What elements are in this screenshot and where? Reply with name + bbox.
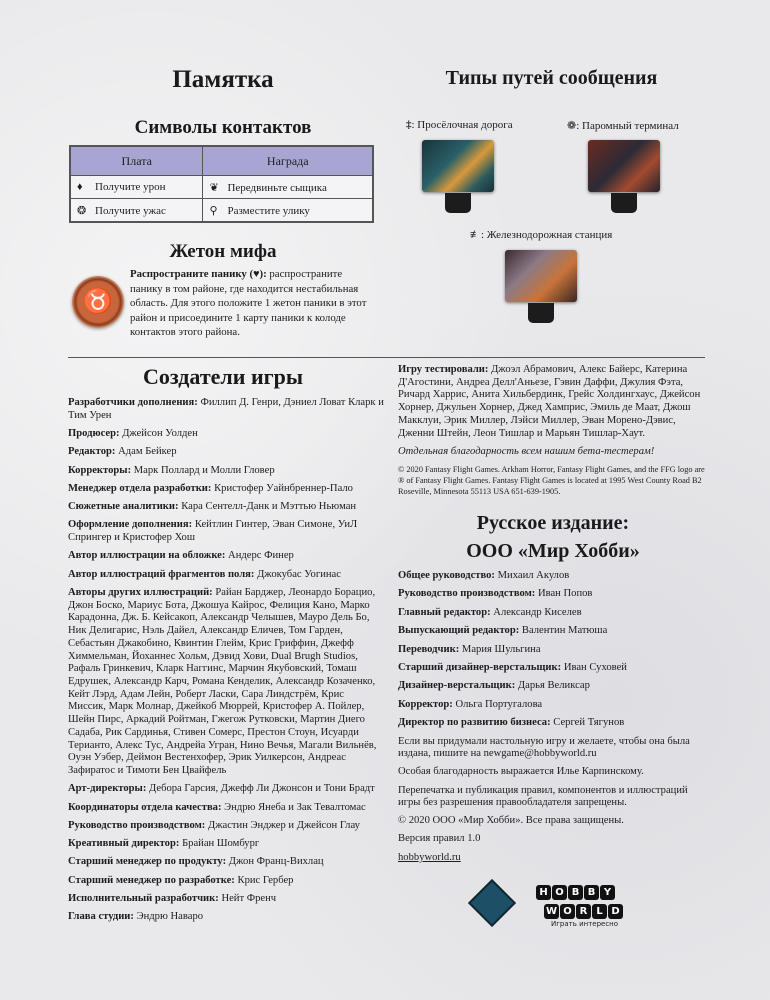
logo-letter: D — [608, 904, 623, 919]
credit-names: Кристофер Уайнбреннер-Пало — [214, 482, 353, 494]
logo-letter: L — [592, 904, 607, 919]
rail-stand — [528, 303, 554, 323]
logo-letter: W — [545, 906, 558, 917]
ffg-copyright: © 2020 Fantasy Flight Games. Arkham Horror, Fantasy Flight Games, and the FFG logo are ® of Fantasy Flight Games. Fantasy Flight Games is located at 1995 West County Road B2 Roseville, Minnesota 55113 USA 651-639-1905. — [398, 465, 705, 497]
credit-names: Марк Поллард и Молли Гловер — [133, 464, 275, 476]
credit-names: Дарья Великсар — [517, 680, 590, 692]
russian-credits — [398, 570, 708, 870]
credit-entry — [68, 397, 384, 422]
credit-role: Авторы других иллюстраций: — [68, 587, 213, 599]
credit-role: Старший дизайнер-верстальщик: — [398, 661, 562, 673]
credit-names: Эндрю Янеба и Зак Тевалтомас — [224, 801, 366, 813]
ferry-card-image — [588, 140, 660, 192]
credit-role: Директор по развитию бизнеса: — [398, 717, 551, 729]
credit-entry — [398, 662, 708, 674]
myth-title: Жетон мифа — [169, 241, 277, 262]
credit-entry — [68, 550, 384, 563]
credit-role: Общее руководство: — [398, 570, 495, 581]
panic-token-icon: ♉ — [72, 276, 124, 328]
credit-entry — [398, 625, 708, 637]
credit-names: Джокубас Уогинас — [257, 568, 341, 580]
rail-label: ≢: Железнодорожная станция — [470, 229, 613, 241]
transport-title: Типы путей сообщения — [445, 67, 658, 89]
testers-paragraph — [398, 364, 708, 440]
credit-entry — [398, 680, 708, 692]
ferry-stand — [611, 193, 637, 213]
credit-role: Координаторы отдела качества: — [68, 801, 222, 813]
credit-names: Нейт Френч — [221, 893, 277, 904]
credit-names: Михаил Акулов — [497, 570, 570, 581]
cost-text: Получите ужас — [95, 204, 166, 217]
health-icon: ♦ — [77, 181, 83, 193]
credit-names: Ольга Португалова — [455, 698, 543, 710]
credit-role: Автор иллюстраций фрагментов поля: — [68, 568, 255, 580]
credit-names: Иван Попов — [537, 588, 593, 600]
road-label: ‡: Просёлочная дорога — [406, 119, 513, 131]
credit-entry — [68, 587, 384, 778]
credit-role: Старший менеджер по продукту: — [68, 856, 227, 868]
logo-letter: O — [560, 904, 575, 919]
credit-entry — [68, 446, 384, 459]
table-row — [70, 176, 373, 199]
credit-names: Эндрю Наваро — [136, 911, 204, 923]
credit-names: Джастин Энджер и Джейсон Глау — [207, 819, 360, 831]
header-reward: Награда — [203, 146, 373, 176]
rail-card-image — [505, 250, 577, 302]
credit-names: Джейсон Уолден — [122, 428, 198, 439]
credit-names: Андерс Финер — [228, 550, 294, 562]
hobby-world-tagline: Играть интересно — [551, 920, 619, 928]
russian-title-2: ООО «Мир Хобби» — [466, 540, 640, 562]
credit-names: Дебора Гарсия, Джефф Ли Джонсон и Тони Брадт — [149, 783, 375, 795]
credit-role: Разработчики дополнения: — [68, 397, 198, 408]
logo-letter: H — [536, 885, 551, 900]
credit-role: Корректор: — [398, 698, 453, 710]
credit-entry — [68, 569, 384, 582]
credit-role: Автор иллюстрации на обложке: — [68, 550, 226, 562]
credit-role: Исполнительный разработчик: — [68, 893, 219, 904]
contact-symbols-table — [69, 145, 374, 223]
reprint-note: Перепечатка и публикация правил, компонентов и иллюстраций игры без разрешения правообладателя запрещены. — [398, 784, 688, 808]
credit-names: Крис Гербер — [237, 874, 294, 886]
credit-names: Иван Суховей — [563, 661, 627, 673]
credit-role: Глава студии: — [68, 911, 134, 923]
credit-entry — [68, 783, 384, 796]
testers-names: Джоэл Абрамович, Алекс Байерс, Катерина Д'Агостини, Андреа Делл'Аньезе, Гэвин Даффи, Джулия Фэта, Ричард Харрис, Анита Хильбердинк, Грейс Холдингхаус, Джейсон Хорнер, Джульен Хорнер, Джед Хамприс, Эмиль де Маат, Джош Макклуи, Эрик Миллер, Лэйси Миллер, Эван Морено-Дэвис, Дженни Штейн, Леон Тишлар и Марьян Тишлар-Хаут. — [398, 364, 701, 439]
memo-title: Памятка — [172, 66, 274, 93]
header-cost: Плата — [70, 146, 203, 176]
ferry-icon: ❁ — [567, 120, 577, 132]
credit-role: Старший менеджер по разработке: — [68, 874, 235, 886]
credit-entry — [68, 856, 384, 869]
credit-role: Арт-директоры: — [68, 783, 147, 795]
credit-role: Руководство производством: — [398, 588, 536, 600]
credits-list — [68, 397, 384, 930]
credit-names: Кейтлин Гинтер, Эван Симоне, УиЛ Спрингер и Кристофер Хош — [68, 519, 358, 544]
credit-entry — [68, 519, 384, 544]
footprints-icon: ❦ — [209, 181, 219, 194]
testers-block — [398, 364, 708, 503]
credit-role: Сюжетные аналитики: — [68, 501, 179, 513]
credit-role: Переводчик: — [398, 643, 460, 655]
myth-bold: Распространите панику (♥): — [130, 268, 267, 280]
credit-names: Филлип Д. Генри, Дэниел Ловат Кларк и Тим Урен — [68, 397, 384, 421]
logo-letter: B — [584, 885, 599, 900]
credit-entry — [68, 911, 384, 924]
table-row — [70, 199, 373, 223]
credit-names: Сергей Тягунов — [553, 717, 625, 729]
credit-entry — [398, 644, 708, 656]
credit-role: Продюсер: — [68, 428, 120, 439]
road-icon: ‡ — [406, 119, 412, 131]
credit-role: Главный редактор: — [398, 606, 491, 618]
magnifier-icon: ⚲ — [209, 204, 218, 217]
credit-names: Мария Шульгина — [461, 643, 541, 655]
reward-text: Передвиньте сыщика — [227, 181, 327, 194]
credit-role: Редактор: — [68, 446, 116, 458]
credit-role: Корректоры: — [68, 464, 132, 476]
logo-letter: B — [568, 885, 583, 900]
ferry-label: ❁: Паромный терминал — [567, 120, 679, 132]
credit-entry — [398, 588, 708, 600]
credits-title: Создатели игры — [142, 364, 304, 389]
credit-names: Адам Бейкер — [118, 446, 177, 458]
russian-title-1: Русское издание: — [476, 512, 630, 534]
credit-entry — [398, 699, 708, 711]
credit-entry — [68, 838, 384, 851]
credit-names: Брайан Шомбург — [182, 838, 260, 850]
myth-text — [130, 267, 370, 340]
credit-role: Оформление дополнения: — [68, 519, 193, 531]
website-link[interactable]: hobbyworld.ru — [398, 851, 461, 863]
beta-thanks: Отдельная благодарность всем нашим бета-тестерам! — [398, 445, 655, 457]
logo-letter: R — [576, 904, 591, 919]
road-card-image — [422, 140, 494, 192]
credit-role: Менеджер отдела разработки: — [68, 482, 212, 494]
logo-letter: O — [552, 885, 567, 900]
credit-entry — [398, 570, 708, 582]
credit-names: Джон Франц-Вихлац — [228, 856, 324, 868]
credit-entry — [68, 501, 384, 514]
credit-entry — [68, 875, 384, 888]
credit-role: Руководство производством: — [68, 819, 206, 831]
special-thanks: Особая благодарность выражается Илье Карпинскому. — [398, 766, 644, 778]
section-divider — [68, 357, 705, 358]
credit-entry — [68, 428, 384, 441]
credit-entry — [68, 483, 384, 496]
ru-copyright: © 2020 ООО «Мир Хобби». Все права защищены. — [398, 815, 624, 827]
rules-version: Версия правил 1.0 — [398, 833, 481, 845]
credit-entry — [68, 820, 384, 833]
credit-entry — [68, 893, 384, 906]
credit-role: Выпускающий редактор: — [398, 625, 520, 637]
submit-note: Если вы придумали настольную игру и желаете, чтобы она была издана, пишите на newgame@hobbyworld.ru — [398, 735, 690, 759]
road-stand — [445, 193, 471, 213]
credit-names: Райан Барджер, Леонардо Борацио, Джон Боско, Мариус Бота, Джошуа Кайрос, Фелиция Кано, Марко Карадонна, Дж. Б. Кейсакоп, Александр Челышев, Мауро Дель Бо, Ник Делигарис, Нэль Дайел, Александр Еличев, Том Гарден, Себастьян Джакобино, Квинтин Глейм, Крис Гриффин, Джефф Химмельман, Йоханнес Хольм, Дэвид Хови, Dual Brugh Studios, Рафаль Гринкевич, Кларк Наггинс, Марчин Якубовский, Томаш Едрушек, Александр Карч, Романа Кенделик, Александр Козаченко, Кейт Лэрд, Адам Лейн, Роберт Ласки, Сара Линдстрём, Крис Миссик, Марк Молнар, Джейкоб Мюррей, Кристофер А. Пойлер, Шейн Пирс, Аркадий Ройтман, Гжегож Рутковски, Мартин Диего Садаба, Рик Сардинья, Стивен Сомерс, Престон Стоун, Исуарди Терианто, Алекс Тус, Андрейа Угран, Нино Вечья, Магали Вильнёв, Оуэн Уэбер, Деймон Вестенхофер, Эрик Уилкерсон, Андреас Зафиратос и Тимоти Бен Цвайфель — [68, 587, 377, 776]
cost-text: Получите урон — [95, 181, 166, 193]
credit-names: Валентин Матюша — [521, 625, 608, 637]
credit-role: Дизайнер-верстальщик: — [398, 680, 516, 692]
brain-icon: ❂ — [77, 204, 87, 217]
testers-role: Игру тестировали: — [398, 364, 489, 375]
logo-letter: Y — [600, 885, 615, 900]
reward-text: Разместите улику — [227, 204, 310, 217]
rail-icon: ≢ — [470, 229, 481, 241]
credit-names: Кара Сентелл-Данк и Мэттью Ньюман — [181, 501, 357, 513]
credit-entry — [68, 802, 384, 815]
credit-entry — [398, 717, 708, 729]
ffg-logo — [468, 879, 516, 927]
credit-entry — [398, 607, 708, 619]
myth-desc: распространите панику в том районе, где находится нестабильная область. Для этого положите 1 жетон паники в этот район и присоедините 1 карту паники к колоде контактов этого района. — [130, 268, 367, 338]
contacts-title: Символы контактов — [134, 117, 312, 138]
credit-role: Креативный директор: — [68, 838, 180, 850]
hobby-world-logo — [535, 882, 630, 928]
credit-entry — [68, 465, 384, 478]
credit-names: Александр Киселев — [493, 606, 582, 618]
